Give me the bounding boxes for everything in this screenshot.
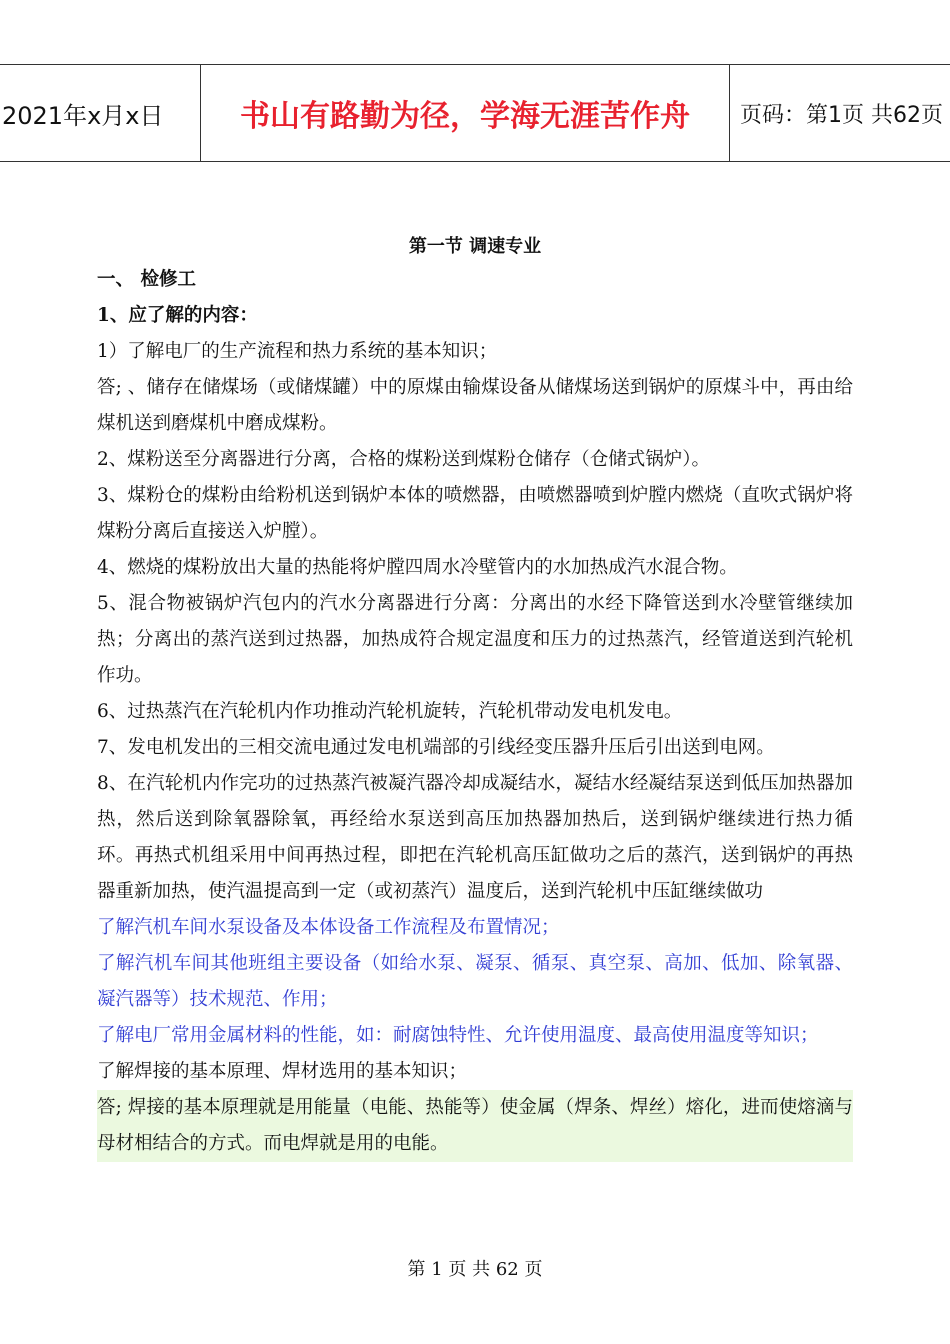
- heading-level2: 1、应了解的内容：: [97, 305, 258, 326]
- header-page-info: 页码：第1页 共62页: [740, 102, 943, 128]
- page-header: [0, 64, 950, 162]
- paragraph: 1）了解电厂的生产流程和热力系统的基本知识；: [97, 341, 498, 362]
- paragraph: 答; 、储存在储煤场（或储煤罐）中的原煤由输煤设备从储煤场送到锅炉的原煤斗中，再由给煤机送到磨煤机中磨成煤粉。: [97, 377, 853, 434]
- paragraph: 4、燃烧的煤粉放出大量的热能将炉膛四周水冷壁管内的水加热成汽水混合物。: [97, 557, 738, 578]
- heading-level1: 一、 检修工: [97, 269, 196, 290]
- blue-paragraph: 了解电厂常用金属材料的性能，如：耐腐蚀特性、允许使用温度、最高使用温度等知识；: [97, 1025, 819, 1046]
- header-divider: [729, 65, 730, 161]
- blue-paragraph: 了解汽机车间水泵设备及本体设备工作流程及布置情况；: [97, 917, 560, 938]
- document-body: [97, 262, 853, 1162]
- paragraph: 2、煤粉送至分离器进行分离，合格的煤粉送到煤粉仓储存（仓储式锅炉）。: [97, 449, 711, 470]
- highlighted-answer: 答; 焊接的基本原理就是用能量（电能、热能等）使金属（焊条、焊丝）熔化，进而使熔滴与母材相结合的方式。而电焊就是用的电能。: [97, 1090, 853, 1162]
- blue-paragraph: 了解汽机车间其他班组主要设备（如给水泵、凝泵、循泵、真空泵、高加、低加、除氧器、凝汽器等）技术规范、作用；: [97, 953, 853, 1010]
- paragraph: 3、煤粉仓的煤粉由给粉机送到锅炉本体的喷燃器，由喷燃器喷到炉膛内燃烧（直吹式锅炉将煤粉分离后直接送入炉膛）。: [97, 485, 853, 542]
- paragraph: 6、过热蒸汽在汽轮机内作功推动汽轮机旋转，汽轮机带动发电机发电。: [97, 701, 683, 722]
- header-date: 2021年x月x日: [2, 101, 164, 130]
- paragraph: 5、混合物被锅炉汽包内的汽水分离器进行分离：分离出的水经下降管送到水冷壁管继续加热；分离出的蒸汽送到过热器，加热成符合规定温度和压力的过热蒸汽，经管道送到汽轮机作功。: [97, 593, 853, 686]
- paragraph: 7、发电机发出的三相交流电通过发电机端部的引线经变压器升压后引出送到电网。: [97, 737, 775, 758]
- paragraph: 了解焊接的基本原理、焊材选用的基本知识；: [97, 1061, 468, 1082]
- paragraph: 8、在汽轮机内作完功的过热蒸汽被凝汽器冷却成凝结水，凝结水经凝结泵送到低压加热器加热，然后送到除氧器除氧，再经给水泵送到高压加热器加热后，送到锅炉继续进行热力循环。再热式机组采用中间再热过程，即把在汽轮机高压缸做功之后的蒸汽，送到锅炉的再热器重新加热，使汽温提高到一定（或初蒸汽）温度后，送到汽轮机中压缸继续做功: [97, 773, 853, 902]
- header-motto: 书山有路勤为径，学海无涯苦作舟: [240, 99, 690, 134]
- section-title: 第一节 调速专业: [408, 236, 542, 257]
- page-footer: 第 1 页 共 62 页: [407, 1259, 543, 1280]
